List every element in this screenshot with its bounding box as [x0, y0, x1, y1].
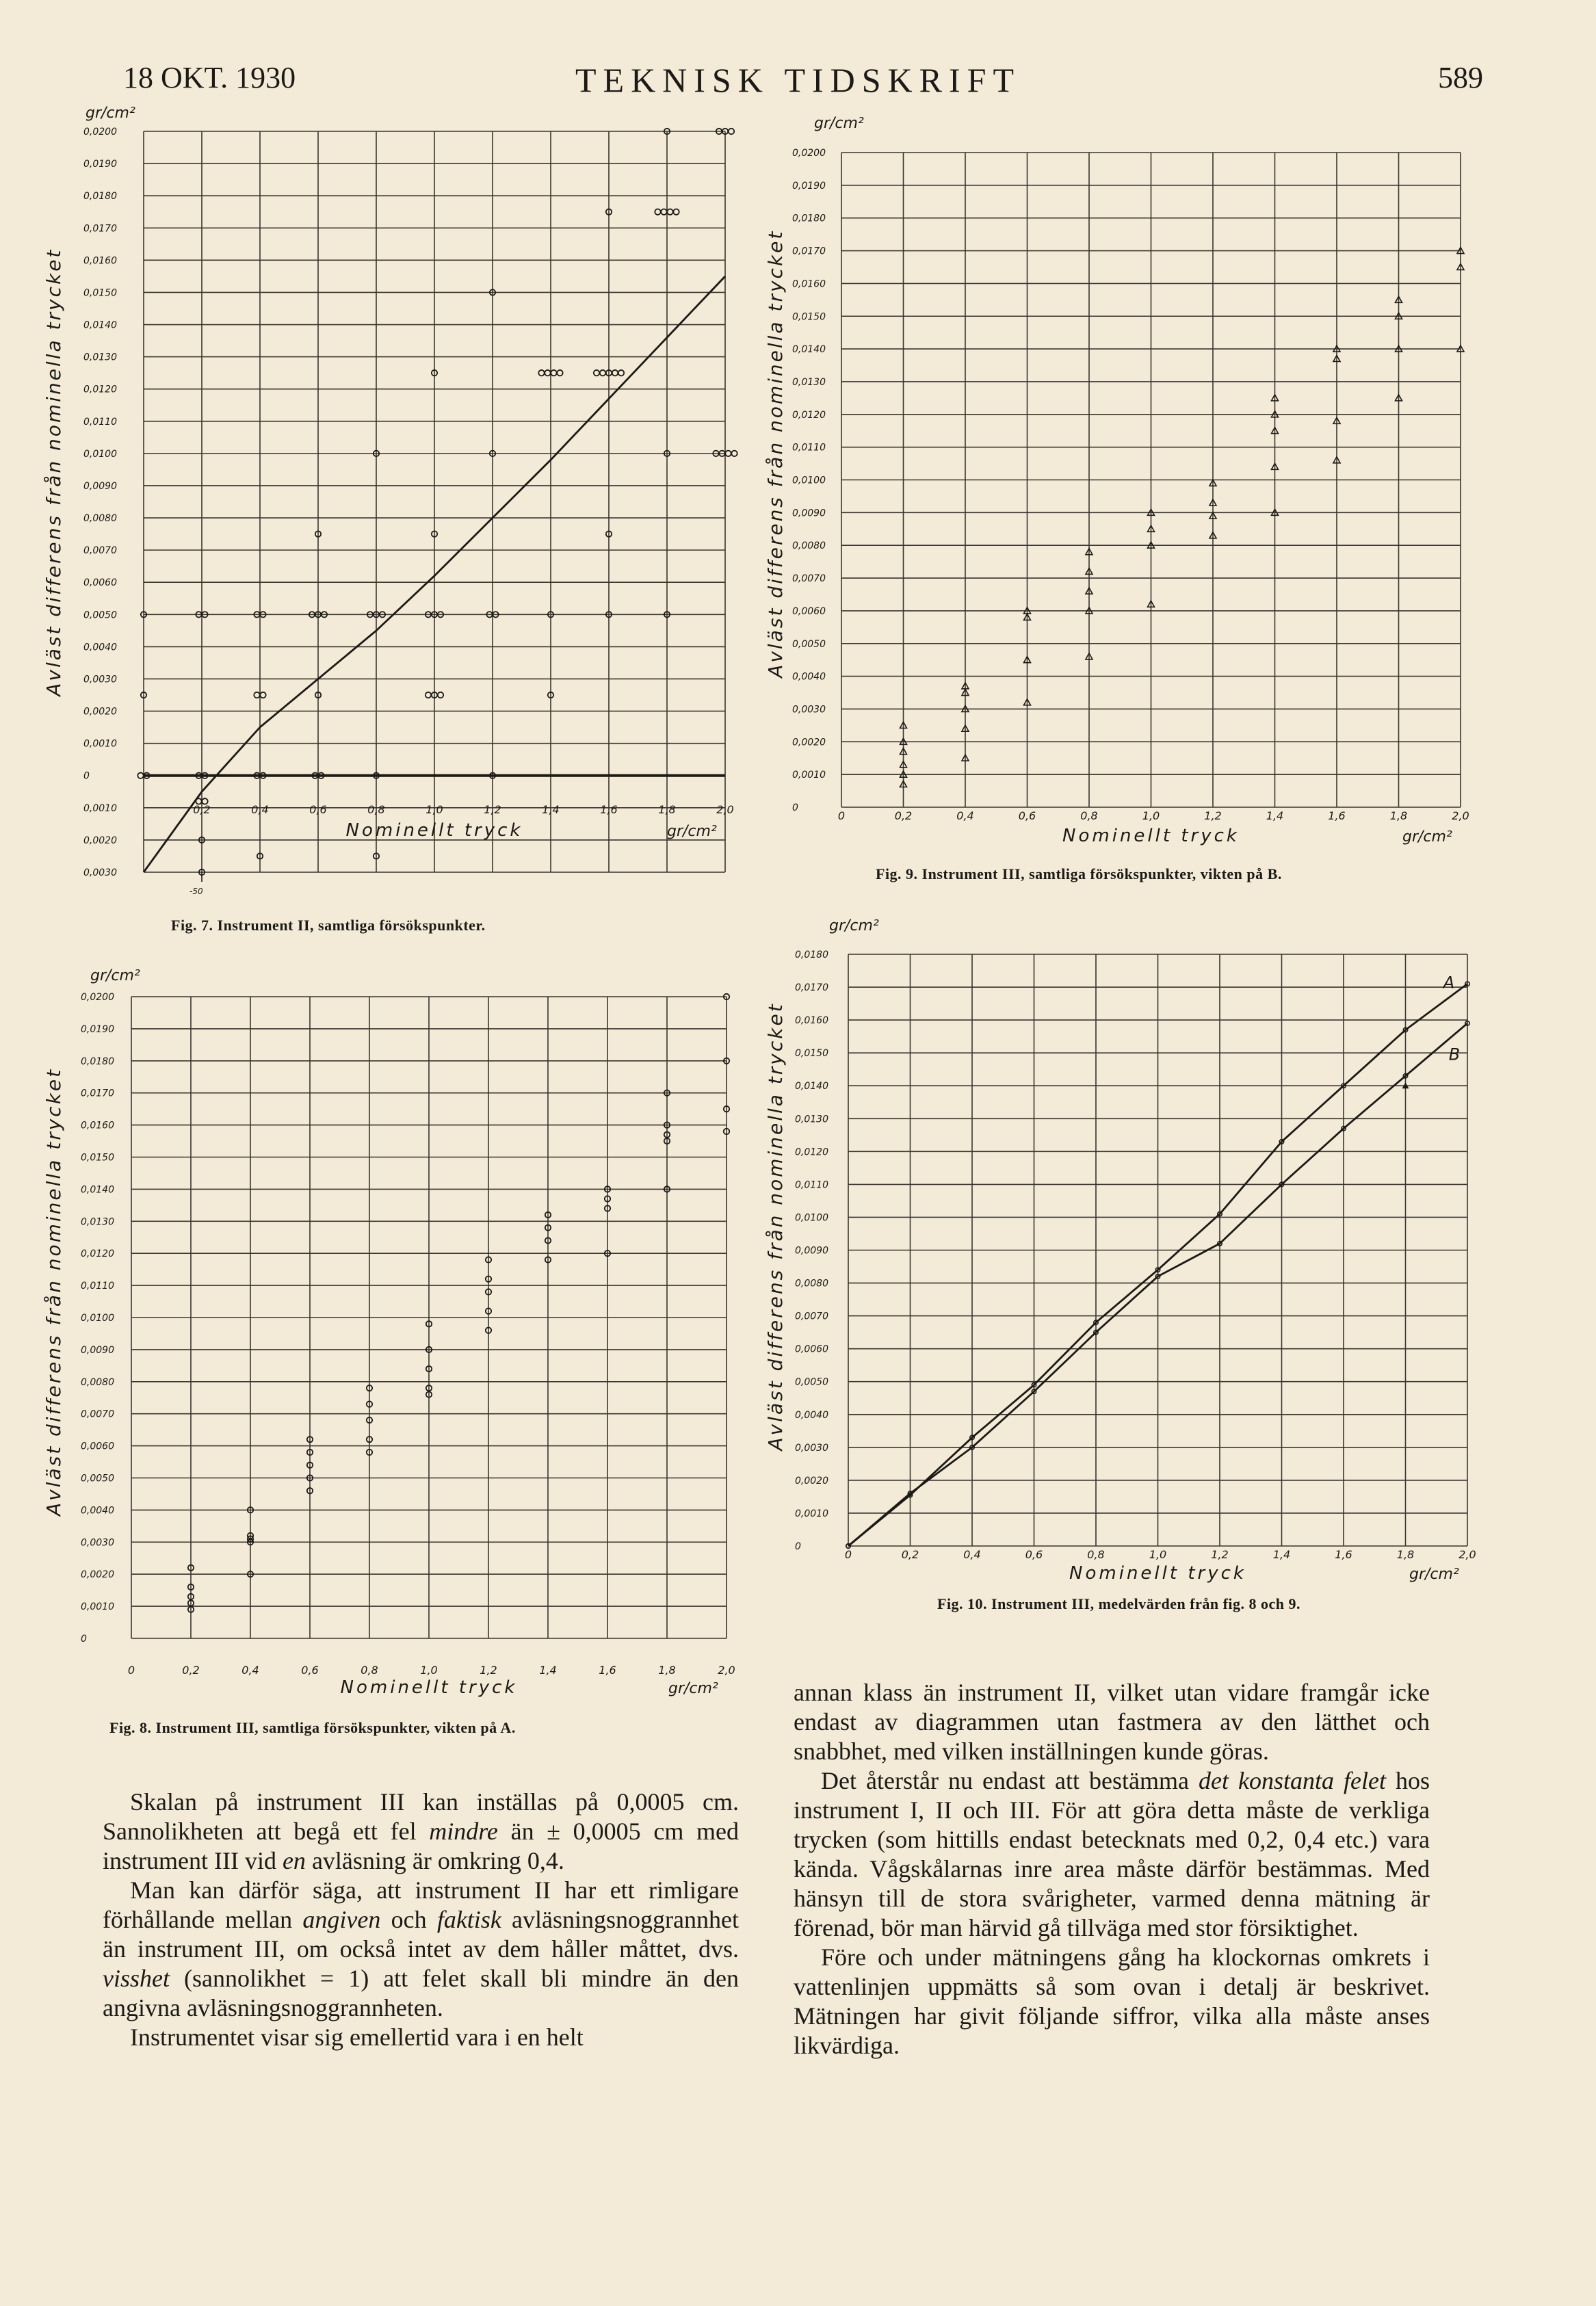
unit-label-top: gr/cm² [814, 115, 864, 132]
y-tick-label: 0 [795, 1541, 801, 1552]
x-tick-label: 1,2 [1204, 809, 1222, 822]
x-tick-label: 0,8 [1087, 1548, 1105, 1561]
x-tick-label: 0,4 [241, 1664, 259, 1677]
data-point [426, 692, 431, 698]
y-axis-title: Avläst differens från nominella trycket [42, 248, 65, 696]
y-tick-label: 0,0020 [83, 706, 117, 718]
y-tick-label: 0,0160 [795, 1015, 828, 1027]
y-tick-label: 0,0150 [81, 1152, 114, 1164]
y-tick-label: 0,0020 [83, 835, 117, 846]
x-tick-label: 1,8 [1396, 1548, 1415, 1561]
y-tick-label: 0,0170 [792, 246, 826, 257]
y-tick-label: 0,0060 [83, 577, 117, 589]
extra-tick-label: -50 [189, 887, 203, 896]
data-point [667, 209, 672, 215]
y-tick-label: 0,0100 [81, 1313, 114, 1324]
y-tick-label: 0,0190 [792, 180, 826, 192]
paragraph: annan klass än instrument II, vilket utan vidare framgår icke endast av diagrammen utan fastmera av den lätthet och snabbhet, med vilken inställningen kunde göras. [794, 1679, 1430, 1765]
x-tick-label: 0,6 [1025, 1548, 1043, 1561]
x-tick-label: 0,2 [901, 1548, 919, 1561]
y-tick-label: 0,0130 [795, 1114, 828, 1125]
figure-10-caption: Fig. 10. Instrument III, medelvärden från fig. 8 och 9. [937, 1595, 1301, 1612]
y-tick-label: 0,0040 [81, 1505, 114, 1517]
data-point [600, 370, 605, 376]
x-tick-label: 0,4 [963, 1548, 981, 1561]
y-tick-label: 0,0140 [81, 1184, 114, 1196]
y-tick-label: 0,0190 [81, 1023, 114, 1035]
x-tick-label: 1,2 [480, 1664, 497, 1677]
figure-9-chart [764, 106, 1539, 862]
x-tick-label: 1,0 [426, 803, 443, 816]
data-point [661, 209, 666, 215]
x-tick-label: 1,2 [1211, 1548, 1229, 1561]
y-axis-title: Avläst differens från nominella trycket [764, 229, 787, 678]
x-tick-label: 0 [844, 1548, 852, 1561]
data-point [538, 370, 544, 376]
x-tick-label: 1,4 [539, 1664, 557, 1677]
text-column-left [103, 1787, 739, 2052]
y-tick-label: 0,0010 [795, 1508, 828, 1519]
x-axis-title: Nominellt tryck [1069, 1563, 1246, 1584]
page-number: 589 [1438, 61, 1483, 94]
x-tick-label: 1,4 [1266, 809, 1284, 822]
x-tick-label: 1,4 [542, 803, 560, 816]
x-tick-label: 0,8 [367, 803, 385, 816]
figure-10-chart [764, 913, 1539, 1597]
x-tick-label: 1,8 [658, 1664, 676, 1677]
data-point [138, 773, 143, 778]
figure-7-caption: Fig. 7. Instrument II, samtliga försökspunkter. [171, 917, 486, 934]
figure-8-caption: Fig. 8. Instrument III, samtliga försökspunkter, vikten på A. [109, 1719, 516, 1736]
y-tick-label: 0,0200 [792, 148, 826, 159]
y-tick-label: 0,0080 [83, 513, 117, 525]
y-tick-label: 0,0150 [83, 287, 117, 299]
y-tick-label: 0,0070 [795, 1311, 828, 1322]
y-tick-label: 0,0130 [81, 1216, 114, 1228]
series-label-a: A [1443, 973, 1455, 993]
y-tick-label: 0,0110 [83, 416, 117, 428]
y-tick-label: 0,0180 [792, 213, 826, 224]
y-tick-label: 0 [81, 1634, 87, 1645]
data-point [729, 129, 734, 134]
y-tick-label: 0,0030 [792, 704, 826, 716]
y-tick-label: 0,0090 [795, 1245, 828, 1257]
data-point [254, 692, 259, 698]
y-tick-label: 0,0090 [792, 508, 826, 519]
y-tick-label: 0,0080 [81, 1376, 114, 1388]
y-tick-label: 0,0030 [83, 867, 117, 878]
y-tick-label: 0,0020 [81, 1569, 114, 1581]
y-tick-label: 0,0060 [795, 1344, 828, 1355]
y-tick-label: 0,0010 [792, 770, 826, 781]
header-date: 18 OKT. 1930 [123, 61, 296, 94]
unit-label-top: gr/cm² [86, 105, 135, 122]
x-tick-label: 1,6 [600, 803, 618, 816]
y-tick-label: 0,0030 [81, 1537, 114, 1549]
y-tick-label: 0,0120 [795, 1147, 828, 1158]
unit-label-x: gr/cm² [668, 1680, 718, 1697]
unit-label-x: gr/cm² [667, 823, 717, 840]
y-tick-label: 0,0170 [795, 982, 828, 994]
x-tick-label: 0,8 [361, 1664, 378, 1677]
unit-label-x: gr/cm² [1402, 828, 1452, 846]
y-tick-label: 0,0060 [792, 605, 826, 617]
y-tick-label: 0,0110 [81, 1281, 114, 1292]
data-point [725, 451, 731, 456]
journal-title: TEKNISK TIDSKRIFT [575, 61, 1021, 99]
data-point [731, 451, 737, 456]
y-tick-label: 0,0120 [792, 409, 826, 421]
x-tick-label: 1,4 [1272, 1548, 1291, 1561]
y-tick-label: 0,0050 [792, 638, 826, 650]
y-tick-label: 0,0180 [81, 1056, 114, 1067]
y-axis-title: Avläst differens från nominella trycket [42, 1067, 65, 1517]
x-tick-label: 1,6 [1328, 809, 1346, 822]
x-tick-label: 0,4 [251, 803, 269, 816]
unit-label-x: gr/cm² [1409, 1566, 1459, 1583]
x-tick-label: 1,2 [484, 803, 501, 816]
y-tick-label: 0,0100 [795, 1212, 828, 1224]
y-tick-label: 0,0010 [83, 802, 117, 814]
y-tick-label: 0,0070 [81, 1409, 114, 1420]
x-axis-title: Nominellt tryck [340, 1677, 518, 1698]
data-point [557, 370, 562, 376]
y-tick-label: 0,0140 [83, 319, 117, 331]
data-point [438, 692, 443, 698]
y-tick-label: 0,0040 [83, 642, 117, 653]
unit-label-top: gr/cm² [829, 917, 879, 934]
paragraph: Instrumentet visar sig emellertid vara i en helt [130, 2023, 584, 2051]
x-tick-label: 0,4 [956, 809, 974, 822]
y-tick-label: 0,0100 [792, 475, 826, 486]
y-tick-label: 0,0200 [83, 127, 117, 137]
y-tick-label: 0,0020 [795, 1475, 828, 1486]
x-tick-label: 0 [127, 1664, 135, 1677]
y-tick-label: 0,0160 [83, 255, 117, 267]
figure-8-chart [41, 954, 753, 1707]
x-tick-label: 0,6 [309, 803, 327, 816]
paragraph: Det återstår nu endast att bestämma det konstanta felet hos instrument I, II och III. För att göra detta måste de verkliga trycken (som hittills endast betecknats med 0,2, 0,4 etc.) vara kända. Vågskålarnas inre area måste därför bestämmas. Med hänsyn till de stora svårigheter, varmed denna mätning är förenad, bör man härvid gå tillväga med stor försiktighet. [794, 1767, 1430, 1941]
y-tick-label: 0,0180 [795, 949, 828, 960]
x-tick-label: 1,6 [1335, 1548, 1352, 1561]
y-tick-label: 0,0120 [81, 1248, 114, 1260]
x-axis-title: Nominellt tryck [345, 820, 523, 841]
x-tick-label: 2,0 [718, 1664, 735, 1677]
x-tick-label: 1,0 [420, 1664, 438, 1677]
data-point [612, 370, 618, 376]
y-tick-label: 0,0060 [81, 1441, 114, 1452]
y-tick-label: 0,0090 [83, 480, 117, 492]
x-tick-label: 1,8 [658, 803, 676, 816]
paragraph: Före och under mätningens gång ha klockornas omkrets i vattenlinjen uppmätts så som ovan i detalj är beskrivet. Mätningen har givit följande siffror, vilka alla måste anses likvärdiga. [794, 1943, 1430, 2059]
x-tick-label: 0,2 [193, 803, 211, 816]
y-tick-label: 0,0190 [83, 159, 117, 170]
y-tick-label: 0,0170 [83, 223, 117, 235]
y-tick-label: 0,0140 [792, 344, 826, 356]
y-tick-label: 0 [792, 802, 798, 813]
figure-9-caption: Fig. 9. Instrument III, samtliga försökspunkter, vikten på B. [876, 865, 1282, 882]
x-tick-label: 0,6 [301, 1664, 319, 1677]
y-tick-label: 0,0090 [81, 1344, 114, 1356]
text-column-right [794, 1678, 1430, 2060]
series-label-b: B [1448, 1045, 1461, 1064]
x-tick-label: 0 [837, 809, 846, 822]
y-axis-title: Avläst differens från nominella trycket [764, 1002, 787, 1451]
y-tick-label: 0,0010 [81, 1601, 114, 1613]
y-tick-label: 0,0070 [792, 573, 826, 585]
x-tick-label: 0,8 [1080, 809, 1098, 822]
y-tick-label: 0,0200 [81, 992, 114, 1003]
data-point [655, 209, 660, 215]
paragraph: Man kan därför säga, att instrument II har ett rimligare förhållande mellan angiven och faktisk avläsningsnoggrannhet än instrument III, om också intet av dem håller måttet, dvs. visshet (sannolikhet = 1) att felet skall bli mindre än den angivna avläsningsnoggrannheten. [103, 1876, 739, 2021]
unit-label-top: gr/cm² [90, 967, 140, 984]
y-tick-label: 0,0050 [795, 1376, 828, 1388]
y-tick-label: 0,0150 [792, 311, 826, 323]
x-tick-label: 0,2 [894, 809, 913, 822]
data-point [673, 209, 679, 215]
y-tick-label: 0 [83, 770, 90, 782]
y-tick-label: 0,0030 [83, 674, 117, 685]
y-tick-label: 0,0130 [83, 352, 117, 363]
x-tick-label: 0,2 [182, 1664, 200, 1677]
paragraph: Skalan på instrument III kan inställas på 0,0005 cm. Sannolikheten att begå ett fel mindre än ± 0,0005 cm med instrument III vid en avläsning är omkring 0,4. [103, 1788, 739, 1874]
x-tick-label: 1,6 [599, 1664, 616, 1677]
x-tick-label: 2,0 [1458, 1548, 1476, 1561]
y-tick-label: 0,0070 [83, 545, 117, 557]
y-tick-label: 0,0160 [81, 1120, 114, 1131]
y-tick-label: 0,0050 [83, 610, 117, 621]
y-tick-label: 0,0040 [795, 1409, 828, 1421]
y-tick-label: 0,0010 [83, 738, 117, 750]
x-tick-label: 1,0 [1142, 809, 1160, 822]
y-tick-label: 0,0040 [792, 671, 826, 683]
y-tick-label: 0,0050 [81, 1473, 114, 1484]
y-tick-label: 0,0110 [795, 1179, 828, 1191]
y-tick-label: 0,0160 [792, 278, 826, 290]
data-point [618, 370, 624, 376]
data-point [594, 370, 599, 376]
y-tick-label: 0,0130 [792, 376, 826, 388]
y-tick-label: 0,0140 [795, 1081, 828, 1092]
data-point [551, 370, 556, 376]
x-axis-title: Nominellt tryck [1062, 826, 1240, 846]
y-tick-label: 0,0110 [792, 442, 826, 454]
x-tick-label: 2,0 [716, 803, 734, 816]
y-tick-label: 0,0180 [83, 191, 117, 202]
y-tick-label: 0,0080 [795, 1278, 828, 1289]
y-tick-label: 0,0100 [83, 448, 117, 460]
x-tick-label: 2,0 [1452, 809, 1469, 822]
y-tick-label: 0,0030 [795, 1442, 828, 1454]
y-tick-label: 0,0120 [83, 384, 117, 395]
y-tick-label: 0,0080 [792, 540, 826, 552]
x-tick-label: 0,6 [1018, 809, 1036, 822]
x-tick-label: 1,0 [1149, 1548, 1167, 1561]
x-tick-label: 1,8 [1389, 809, 1408, 822]
data-point [260, 692, 265, 698]
y-tick-label: 0,0020 [792, 737, 826, 748]
y-tick-label: 0,0150 [795, 1048, 828, 1060]
figure-7-chart [41, 103, 753, 903]
data-point [545, 370, 550, 376]
y-tick-label: 0,0170 [81, 1088, 114, 1099]
